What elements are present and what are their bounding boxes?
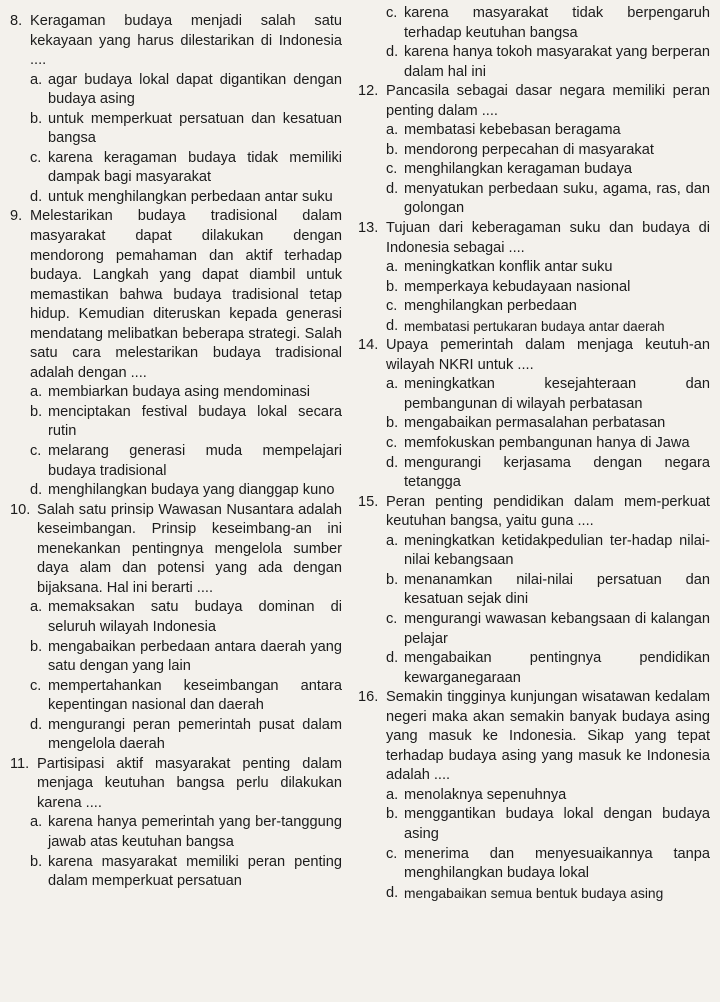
option-letter: d. <box>30 482 43 499</box>
option-text: agar budaya lokal dapat digantikan dengan budaya asing <box>48 71 342 108</box>
option-text: memfokuskan pembangunan hanya di Jawa <box>404 435 690 452</box>
question-number: 8. <box>10 13 23 29</box>
option-text: menggantikan budaya lokal dengan budaya asing <box>404 806 710 842</box>
option-letter: b. <box>386 141 399 158</box>
option-letter: c. <box>30 149 42 166</box>
option-b[interactable] <box>10 403 342 442</box>
option-a[interactable] <box>10 813 342 852</box>
option-letter: b. <box>30 853 43 870</box>
option-letter: a. <box>30 384 43 401</box>
option-letter: d. <box>30 188 43 205</box>
option-a[interactable] <box>358 786 710 806</box>
option-b[interactable] <box>358 278 710 298</box>
option-a[interactable] <box>358 532 710 571</box>
option-text: membatasi kebebasan beragama <box>404 122 621 139</box>
option-text: menyatukan perbedaan suku, agama, ras, dan golongan <box>404 180 710 217</box>
question-number: 15. <box>358 493 379 510</box>
option-d[interactable] <box>358 884 710 904</box>
option-letter: a. <box>30 599 43 616</box>
option-text: karena masyarakat tidak berpengaruh terhadap keutuhan bangsa <box>404 5 710 41</box>
question-text: Melestarikan budaya tradisional dalam masyarakat dapat dilakukan dengan mendorong pemahaman dan aktif terhadap budaya. Langkah yang dapat diambil untuk memastikan bahwa budaya tradisional tetap hidup. Kemudian diteruskan kepada generasi mendatang melibatkan beberapa strategi. Salah satu cara melestarikan budaya tradisional adalah dengan .... <box>30 208 342 381</box>
option-letter: c. <box>30 443 42 460</box>
option-letter: c. <box>386 161 398 178</box>
option-text: untuk memperkuat persatuan dan kesatuan bangsa <box>48 110 342 147</box>
option-text: menanamkan nilai-nilai persatuan dan kesatuan sejak dini <box>404 571 710 608</box>
option-letter: b. <box>386 278 399 295</box>
option-d[interactable] <box>10 716 342 755</box>
option-d[interactable] <box>358 317 710 337</box>
question-10 <box>10 501 342 755</box>
option-b[interactable] <box>10 110 342 149</box>
option-text: meningkatkan kesejahteraan dan pembangunan di wilayah perbatasan <box>404 376 710 412</box>
question-13 <box>358 219 710 336</box>
option-letter: a. <box>386 376 399 393</box>
question-text: Tujuan dari keberagaman suku dan budaya di Indonesia sebagai .... <box>386 220 710 256</box>
option-c[interactable] <box>358 160 710 180</box>
option-letter: c. <box>386 845 398 862</box>
option-letter: c. <box>386 610 398 627</box>
option-letter: b. <box>30 110 43 127</box>
question-text: Partisipasi aktif masyarakat penting dalam menjaga keutuhan bangsa perlu dilakukan karena .... <box>37 755 342 811</box>
option-c[interactable] <box>10 149 342 188</box>
option-letter: d. <box>386 454 399 471</box>
option-c[interactable] <box>358 845 710 884</box>
option-b[interactable] <box>358 141 710 161</box>
question-11 <box>10 755 342 892</box>
option-letter: d. <box>386 44 399 61</box>
question-number: 13. <box>358 220 379 237</box>
option-d[interactable] <box>358 180 710 219</box>
question-9 <box>10 207 342 500</box>
option-letter: d. <box>386 180 399 197</box>
option-d[interactable] <box>358 43 710 82</box>
option-text: memaksakan satu budaya dominan di seluruh wilayah Indonesia <box>48 599 342 635</box>
question-text: Semakin tingginya kunjungan wisatawan kedalam negeri maka akan semakin banyak budaya asing yang masuk ke Indonesia. Sikap yang tepat terhadap budaya asing yang masuk ke Indonesia adalah .... <box>386 689 710 784</box>
option-letter: d. <box>30 716 43 733</box>
option-letter: c. <box>386 5 398 21</box>
question-number: 14. <box>358 337 379 354</box>
option-a[interactable] <box>358 375 710 414</box>
option-a[interactable] <box>10 598 342 637</box>
option-c[interactable] <box>10 442 342 481</box>
option-text: karena masyarakat memiliki peran penting dalam memperkuat persatuan <box>48 853 342 890</box>
option-d[interactable] <box>358 454 710 493</box>
option-letter: d. <box>386 650 399 667</box>
option-a[interactable] <box>358 121 710 141</box>
option-text: karena keragaman budaya tidak memiliki dampak bagi masyarakat <box>48 149 342 186</box>
option-text: mempertahankan keseimbangan antara kepentingan nasional dan daerah <box>48 677 342 714</box>
option-text: meningkatkan konflik antar suku <box>404 259 613 276</box>
option-letter: a. <box>386 122 399 139</box>
option-letter: b. <box>386 571 399 588</box>
option-text: karena hanya pemerintah yang ber-tanggung jawab atas keutuhan bangsa <box>48 814 342 850</box>
question-8 <box>10 12 342 207</box>
question-number: 12. <box>358 83 379 100</box>
option-text: menerima dan menyesuaikannya tanpa menghilangkan budaya lokal <box>404 845 710 882</box>
option-text: mengurangi kerjasama dengan negara tetangga <box>404 454 710 491</box>
question-15 <box>358 493 710 688</box>
option-d[interactable] <box>10 188 342 208</box>
option-text: mengurangi peran pemerintah pusat dalam mengelola daerah <box>48 716 342 753</box>
option-letter: d. <box>386 884 399 901</box>
option-b[interactable] <box>358 571 710 610</box>
option-a[interactable] <box>10 383 342 403</box>
option-letter: c. <box>30 677 42 694</box>
option-text: karena hanya tokoh masyarakat yang berperan dalam hal ini <box>404 44 710 80</box>
option-text: mendorong perpecahan di masyarakat <box>404 141 654 158</box>
question-number: 10. <box>10 501 31 518</box>
option-b[interactable] <box>358 414 710 434</box>
option-text: membatasi pertukaran budaya antar daerah <box>404 318 665 334</box>
question-number: 16. <box>358 689 379 706</box>
option-a[interactable] <box>10 71 342 110</box>
option-text: menghilangkan keragaman budaya <box>404 161 632 178</box>
option-letter: a. <box>30 814 43 831</box>
option-c[interactable] <box>10 677 342 716</box>
option-letter: a. <box>386 532 399 549</box>
option-text: melarang generasi muda mempelajari budaya tradisional <box>48 443 342 479</box>
left-column <box>10 12 342 892</box>
option-d[interactable] <box>358 649 710 688</box>
option-letter: c. <box>386 435 398 452</box>
option-letter: b. <box>30 638 43 655</box>
question-12 <box>358 82 710 219</box>
option-text: mengabaikan perbedaan antara daerah yang satu dengan yang lain <box>48 638 342 675</box>
option-text: membiarkan budaya asing mendominasi <box>48 384 311 401</box>
option-text: mengabaikan permasalahan perbatasan <box>404 415 666 432</box>
question-number: 9. <box>10 208 23 225</box>
option-text: mengabaikan pentingnya pendidikan kewarganegaraan <box>404 650 710 686</box>
option-c[interactable] <box>358 610 710 649</box>
option-text: mengabaikan semua bentuk budaya asing <box>404 885 664 901</box>
question-number: 11. <box>10 755 30 772</box>
option-b[interactable] <box>358 805 710 844</box>
option-letter: b. <box>30 403 43 420</box>
option-letter: a. <box>30 71 43 88</box>
question-14 <box>358 336 710 492</box>
right-column <box>358 4 710 903</box>
option-text: mengurangi wawasan kebangsaan di kalangan pelajar <box>404 610 710 647</box>
option-b[interactable] <box>10 638 342 677</box>
option-text: menghilangkan perbedaan <box>404 298 577 315</box>
question-text: Upaya pemerintah dalam menjaga keutuh-an wilayah NKRI untuk .... <box>386 337 710 373</box>
option-c[interactable] <box>358 434 710 454</box>
option-text: memperkaya kebudayaan nasional <box>404 278 631 295</box>
question-text: Keragaman budaya menjadi salah satu kekayaan yang harus dilestarikan di Indonesia .... <box>30 13 342 69</box>
option-letter: a. <box>386 786 399 803</box>
option-text: menghilangkan budaya yang dianggap kuno <box>48 482 335 499</box>
question-text: Salah satu prinsip Wawasan Nusantara adalah keseimbangan. Prinsip keseimbang-an ini menekankan pentingnya mengelola sumber daya alam dan potensi yang ada dengan bijaksana. Hal ini berarti .... <box>37 501 342 596</box>
option-c[interactable] <box>358 4 710 43</box>
option-b[interactable] <box>10 853 342 892</box>
option-letter: a. <box>386 259 399 276</box>
question-16 <box>358 688 710 903</box>
option-text: untuk menghilangkan perbedaan antar suku <box>48 188 333 205</box>
option-letter: b. <box>386 806 399 823</box>
question-11-continued <box>358 4 710 82</box>
option-text: meningkatkan ketidakpedulian ter-hadap nilai-nilai kebangsaan <box>404 532 710 569</box>
option-d[interactable] <box>10 481 342 501</box>
option-a[interactable] <box>358 258 710 278</box>
question-text: Peran penting pendidikan dalam mem-perkuat keutuhan bangsa, yaitu guna .... <box>386 493 710 530</box>
option-text: menciptakan festival budaya lokal secara rutin <box>48 403 342 440</box>
option-letter: c. <box>386 298 398 315</box>
option-c[interactable] <box>358 297 710 317</box>
question-text: Pancasila sebagai dasar negara memiliki peran penting dalam .... <box>386 83 710 119</box>
option-text: menolaknya sepenuhnya <box>404 786 567 803</box>
option-letter: d. <box>386 317 399 334</box>
option-letter: b. <box>386 415 399 432</box>
